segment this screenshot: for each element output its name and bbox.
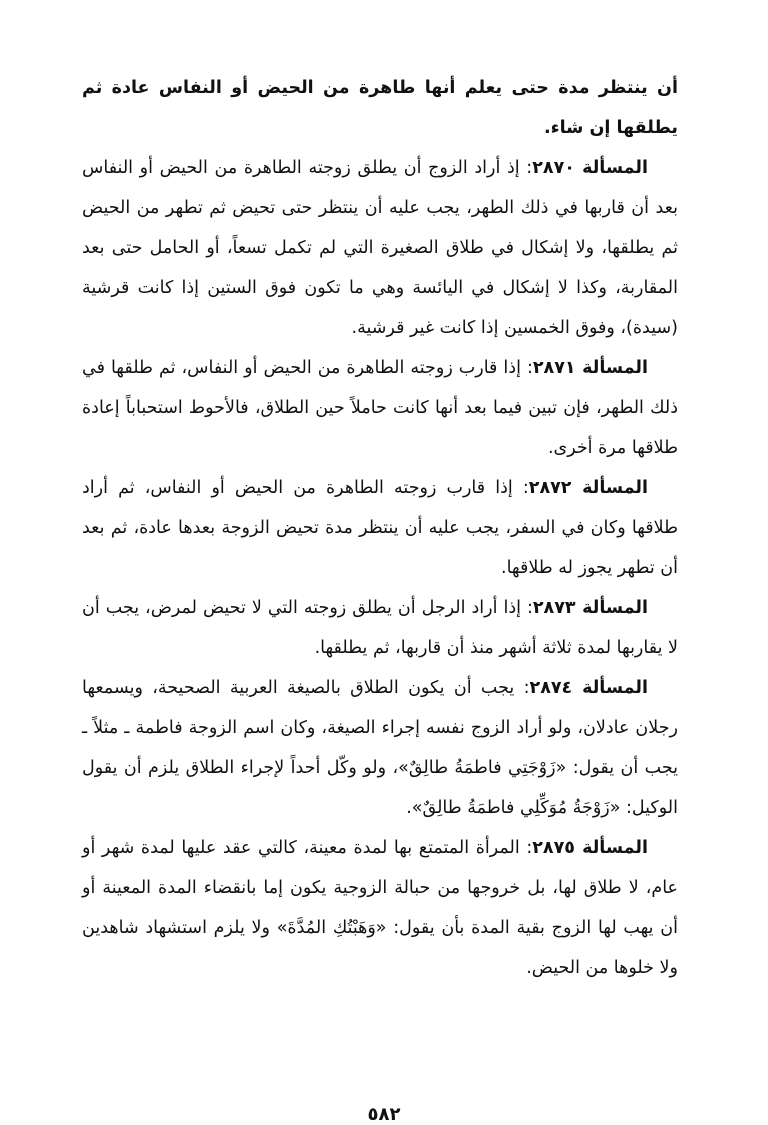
paragraph-text: : إذا قارب زوجته الطاهرة من الحيض أو النفاس، ثم طلقها في ذلك الطهر، فإن تبين فيما بعد أنها كانت حاملاً حين الطلاق، فالأحوط استحباباً إعادة طلاقها مرة أخرى. <box>82 358 678 458</box>
issue-heading-2872: المسألة ٢٨٧٢ <box>528 478 648 498</box>
paragraph-text: : إذا أراد الرجل أن يطلق زوجته التي لا تحيض لمرض، يجب أن لا يقاربها لمدة ثلاثة أشهر منذ أن قاربها، ثم يطلقها. <box>82 598 678 658</box>
issue-heading-2875: المسألة ٢٨٧٥ <box>532 838 648 858</box>
paragraph-text: : المرأة المتمتع بها لمدة معينة، كالتي عقد عليها لمدة شهر أو عام، لا طلاق لها، بل خروجها من حبالة الزوجية يكون إما بانقضاء المدة المعينة أو أن يهب لها الزوج بقية المدة بأن يقول: «وَهَبْتُكِ المُدَّةَ» ولا يلزم استشهاد شاهدين ولا خلوها من الحيض. <box>82 838 678 978</box>
issue-heading-2874: المسألة ٢٨٧٤ <box>529 678 648 698</box>
body-text <box>82 68 678 988</box>
paragraph-text: : إذ أراد الزوج أن يطلق زوجته الطاهرة من الحيض أو النفاس بعد أن قاربها في ذلك الطهر، يجب عليه أن ينتظر حتى تحيض ثم تطهر من الحيض ثم يطلقها، ولا إشكال في طلاق الصغيرة التي لم تكمل تسعاً، أو الحامل حتى بعد المقاربة، وكذا لا إشكال في اليائسة وهي ما تكون فوق الستين إذا كانت قرشية (سيدة)، وفوق الخمسين إذا كانت غير قرشية. <box>82 158 678 338</box>
paragraph-2873 <box>82 588 678 668</box>
issue-heading-2873: المسألة ٢٨٧٣ <box>532 598 648 618</box>
paragraph-2871 <box>82 348 678 468</box>
paragraph-2874 <box>82 668 678 828</box>
paragraph-2870 <box>82 148 678 348</box>
issue-heading-2871: المسألة ٢٨٧١ <box>532 358 649 378</box>
paragraph-text: : يجب أن يكون الطلاق بالصيغة العربية الصحيحة، ويسمعها رجلان عادلان، ولو أراد الزوج نفسه إجراء الصيغة، وكان اسم الزوجة فاطمة ـ مثلاً ـ يجب أن يقول: «زَوْجَتِي فاطمَةُ طالِقٌ»، ولو وكّل أحداً لإجراء الطلاق يلزم أن يقول الوكيل: «زَوْجَةُ مُوَكِّلِي فاطمَةُ طالِقٌ». <box>82 678 678 818</box>
paragraph-text: : إذا قارب زوجته الطاهرة من الحيض أو النفاس، ثم أراد طلاقها وكان في السفر، يجب عليه أن ينتظر مدة تحيض الزوجة بعدها عادة، ثم بعد أن تطهر يجوز له طلاقها. <box>82 478 678 578</box>
issue-heading-2870: المسألة ٢٨٧٠ <box>532 158 648 178</box>
page-number: ٥٨٢ <box>367 1104 401 1125</box>
document-page <box>0 68 768 1125</box>
paragraph-continuation <box>82 68 678 148</box>
paragraph-text: أن ينتظر مدة حتى يعلم أنها طاهرة من الحيض أو النفاس عادة ثم يطلقها إن شاء. <box>82 78 678 138</box>
paragraph-2875 <box>82 828 678 988</box>
paragraph-2872 <box>82 468 678 588</box>
